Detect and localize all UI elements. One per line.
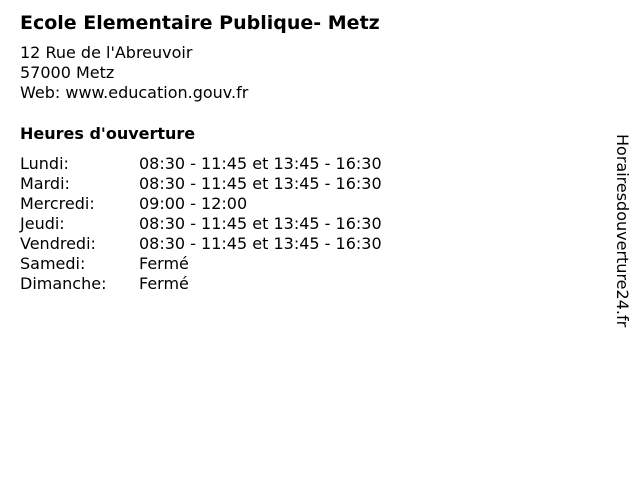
- day-label: Vendredi:: [20, 234, 96, 253]
- hours-row-wednesday: [20, 194, 382, 214]
- time-value: 08:30 - 11:45 et 13:45 - 16:30: [139, 174, 382, 193]
- day-label: Mercredi:: [20, 194, 95, 213]
- time-value: 08:30 - 11:45 et 13:45 - 16:30: [139, 234, 382, 253]
- city-address: 57000 Metz: [20, 63, 115, 82]
- hours-row-saturday: [20, 254, 382, 274]
- time-value: 09:00 - 12:00: [139, 194, 248, 213]
- time-value: Fermé: [139, 274, 189, 293]
- day-label: Jeudi:: [20, 214, 65, 233]
- hours-row-sunday: [20, 274, 382, 294]
- day-label: Dimanche:: [20, 274, 107, 293]
- time-value: 08:30 - 11:45 et 13:45 - 16:30: [139, 154, 382, 173]
- day-label: Lundi:: [20, 154, 69, 173]
- hours-row-friday: [20, 234, 382, 254]
- school-name: Ecole Elementaire Publique- Metz: [20, 12, 380, 34]
- opening-hours-heading: Heures d'ouverture: [20, 124, 196, 143]
- hours-row-thursday: [20, 214, 382, 234]
- street-address: 12 Rue de l'Abreuvoir: [20, 43, 193, 62]
- opening-hours-table: [20, 154, 382, 294]
- hours-row-monday: [20, 154, 382, 174]
- time-value: Fermé: [139, 254, 189, 273]
- site-watermark: Horairesdouverture24.fr: [613, 134, 632, 328]
- hours-row-tuesday: [20, 174, 382, 194]
- day-label: Mardi:: [20, 174, 70, 193]
- address-block: [20, 43, 248, 103]
- time-value: 08:30 - 11:45 et 13:45 - 16:30: [139, 214, 382, 233]
- day-label: Samedi:: [20, 254, 86, 273]
- website-link[interactable]: Web: www.education.gouv.fr: [20, 83, 249, 102]
